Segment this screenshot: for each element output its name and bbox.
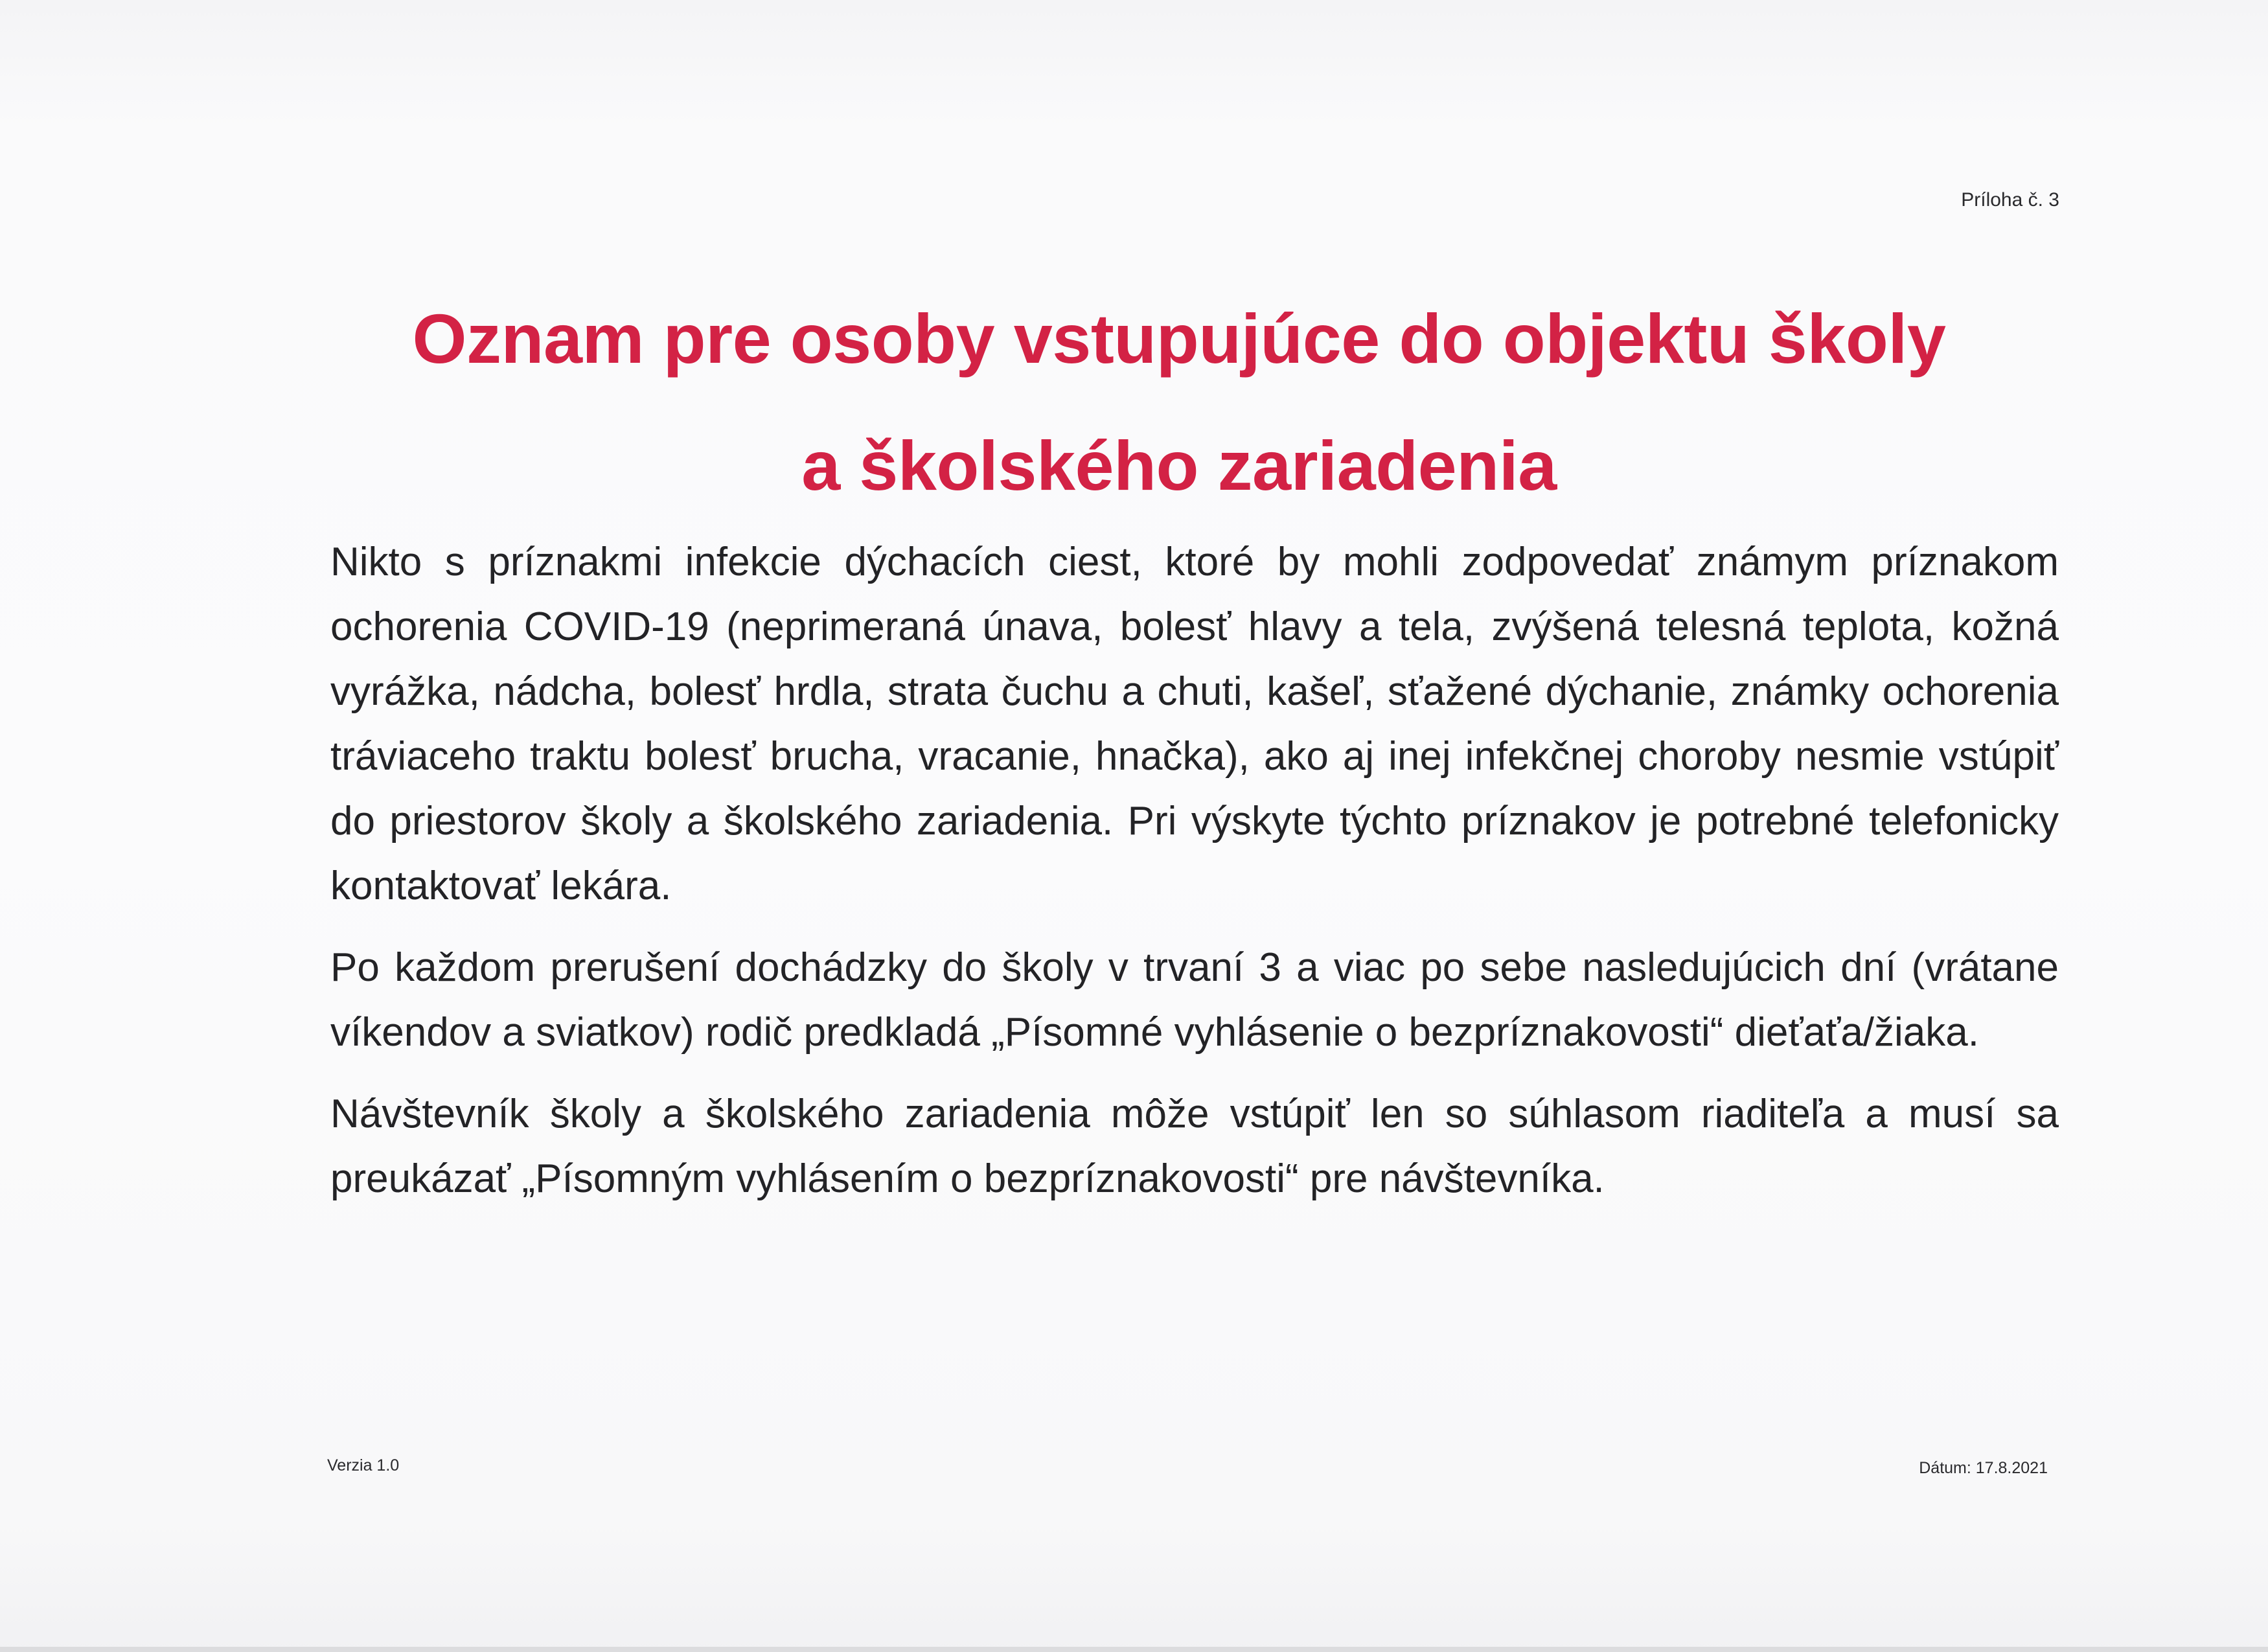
- version-label: Verzia 1.0: [327, 1456, 400, 1474]
- notice-body: [330, 530, 2059, 1228]
- notice-title-line-2: a školského zariadenia: [801, 426, 1557, 505]
- paragraph-visitors: Návštevník školy a školského zariadenia môže vstúpiť len so súhlasom riaditeľa a musí sa preukázať „Písomným vyhlásením o bezpríznakovosti“ pre návštevníka.: [330, 1092, 2059, 1201]
- paragraph-symptoms: Nikto s príznakmi infekcie dýchacích ciest, ktoré by mohli zodpovedať známym príznakom ochorenia COVID-19 (neprimeraná únava, bolesť hlavy a tela, zvýšená telesná teplota, kožná vyrážka, nádcha, bolesť hrdla, strata čuchu a chuti, kašeľ, sťažené dýchanie, známky ochorenia tráviaceho traktu bolesť brucha, vracanie, hnačka), ako aj inej infekčnej choroby nesmie vstúpiť do priestorov školy a školského zariadenia. Pri výskyte týchto príznakov je potrebné telefonicky kontaktovať lekára.: [330, 540, 2059, 908]
- scan-bottom-edge: [0, 1647, 2268, 1652]
- date-label: Dátum: 17.8.2021: [1919, 1459, 2048, 1477]
- attachment-label: Príloha č. 3: [1961, 189, 2059, 211]
- paragraph-absence-declaration: Po každom prerušení dochádzky do školy v trvaní 3 a viac po sebe nasledujúcich dní (vrátane víkendov a sviatkov) rodič predkladá „Písomné vyhlásenie o bezpríznakovosti“ dieťaťa/žiaka.: [330, 945, 2059, 1055]
- notice-title: [304, 275, 2054, 529]
- notice-title-line-1: Oznam pre osoby vstupujúce do objektu školy: [412, 299, 1946, 378]
